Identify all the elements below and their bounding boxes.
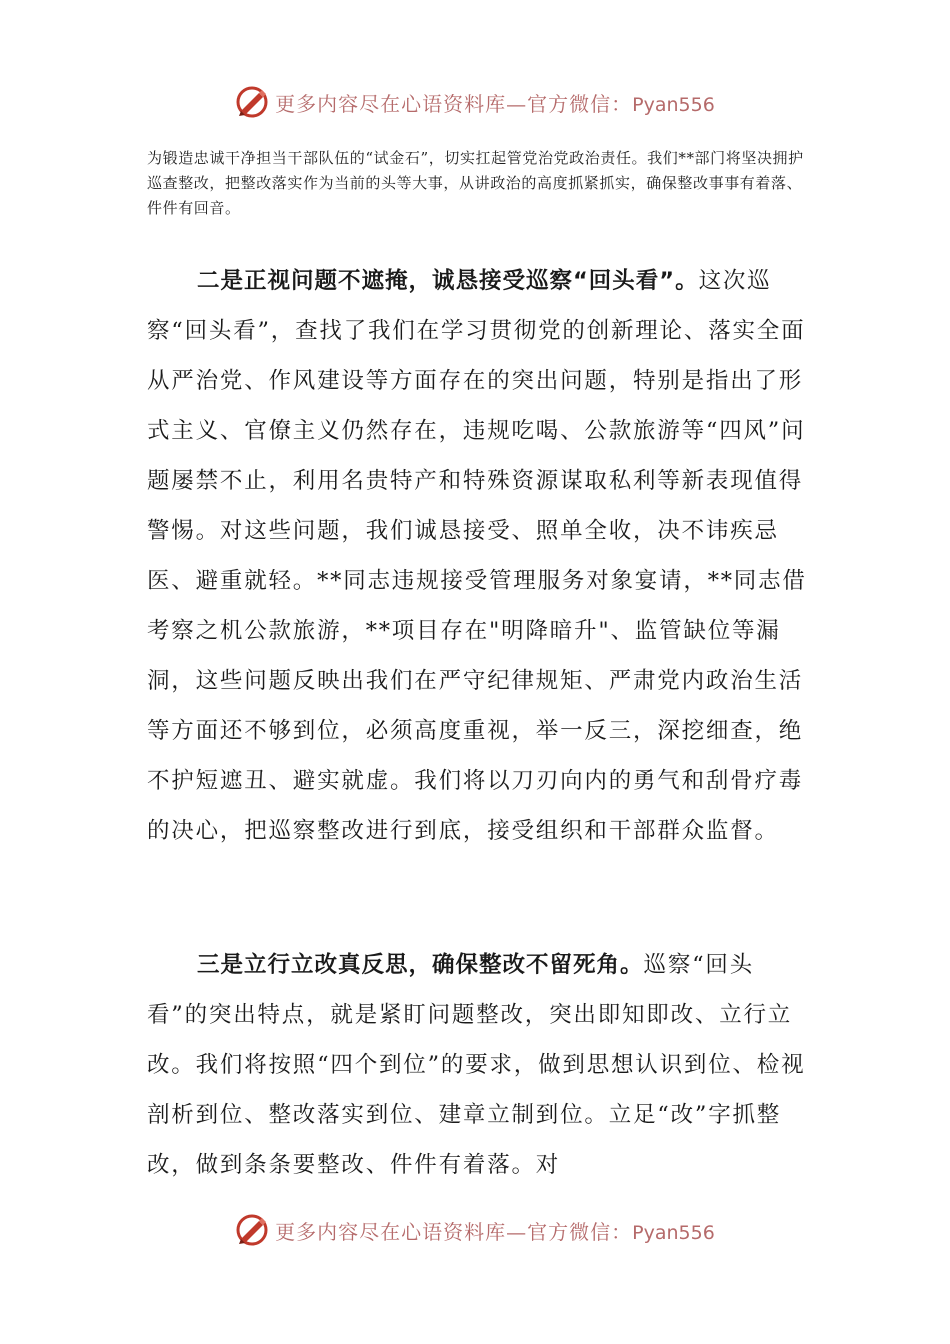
paragraph-3 <box>147 940 807 1190</box>
banner-wechat-id: Pyan556 <box>632 93 715 116</box>
pen-logo-icon <box>235 1213 269 1247</box>
banner-text: 更多内容尽在心语资料库—官方微信：Pyan556 <box>275 91 715 116</box>
continued-paragraph: 为锻造忠诚干净担当干部队伍的“试金石”，切实扛起管党治党政治责任。我们**部门将坚决拥护巡查整改，把整改落实作为当前的头等大事，从讲政治的高度抓紧抓实，确保整改事事有着落、件件有回音。 <box>147 149 804 217</box>
paragraph-3-body: 巡察“回头看”的突出特点，就是紧盯问题整改，突出即知即改、立行立改。我们将按照“四个到位”的要求，做到思想认识到位、检视剖析到位、整改落实到位、建章立制到位。立足“改”字抓整改，做到条条要整改、件件有着落。对 <box>147 952 806 1178</box>
paragraph-3-heading: 三是立行立改真反思，确保整改不留死角。 <box>197 952 644 978</box>
banner-text: 更多内容尽在心语资料库—官方微信：Pyan556 <box>275 1219 715 1244</box>
paragraph-2-body: 这次巡察“回头看”，查找了我们在学习贯彻党的创新理论、落实全面从严治党、作风建设等方面存在的突出问题，特别是指出了形式主义、官僚主义仍然存在，违规吃喝、公款旅游等“四风”问题屡禁不止，利用名贵特产和特殊资源谋取私利等新表现值得警惕。对这些问题，我们诚恳接受、照单全收，决不讳疾忌医、避重就轻。**同志违规接受管理服务对象宴请，**同志借考察之机公款旅游，**项目存在"明降暗升"、监管缺位等漏洞，这些问题反映出我们在严守纪律规矩、严肃党内政治生活等方面还不够到位，必须高度重视，举一反三，深挖细查，绝不护短遮丑、避实就虚。我们将以刀刃向内的勇气和刮骨疗毒的决心，把巡察整改进行到底，接受组织和干部群众监督。 <box>147 268 807 844</box>
paragraph-2-heading: 二是正视问题不遮掩，诚恳接受巡察“回头看”。 <box>197 268 699 294</box>
banner-wechat-id: Pyan556 <box>632 1221 715 1244</box>
pen-logo-icon <box>235 85 269 119</box>
header-banner <box>0 82 950 122</box>
footer-banner <box>0 1210 950 1250</box>
paragraph-2 <box>147 256 807 856</box>
